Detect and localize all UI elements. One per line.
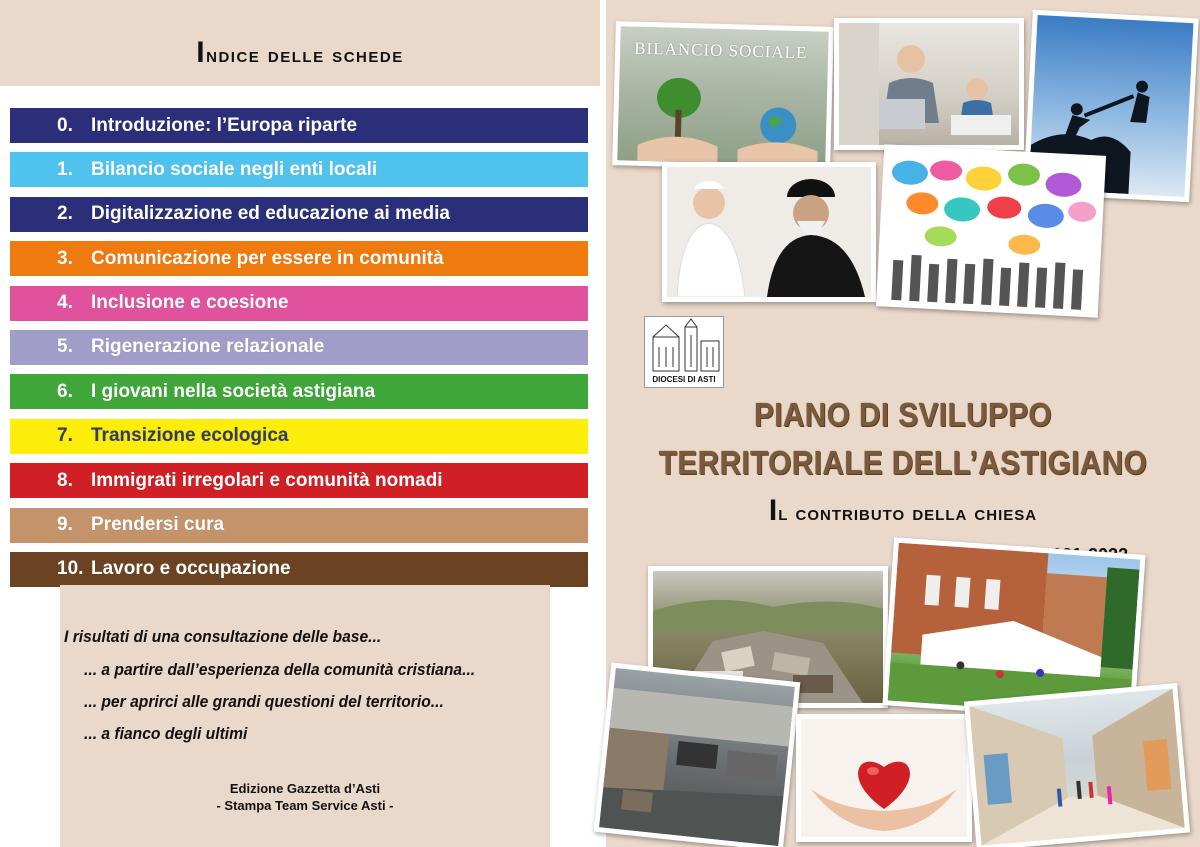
index-item-label: Rigenerazione relazionale [91,336,325,358]
photo-speech-bubbles [876,144,1106,317]
index-item [10,552,588,587]
photo-flood-street [594,663,801,847]
pope-meeting-illustration [667,167,871,297]
photo-heart-hands [796,714,972,842]
index-title: Indice delle schede [196,36,404,69]
index-item-label: Lavoro e occupazione [91,558,291,580]
index-item-number: 0. [57,114,73,136]
index-item-number: 7. [57,425,73,447]
edition-line-1: Edizione Gazzetta d’Asti [229,781,381,796]
index-item-label: Prendersi cura [91,514,225,536]
index-item-label: Inclusione e coesione [91,292,289,314]
index-list [10,108,588,596]
index-item [10,330,588,365]
index-item-number: 9. [57,514,73,536]
index-item-number: 10. [57,558,84,580]
index-item [10,197,588,232]
bilancio-sociale-caption: BILANCIO SOCIALE [633,38,808,63]
index-item [10,152,588,187]
quote-line-1: I risultati di una consultazione delle base... [64,627,382,646]
speech-bubbles-illustration [881,150,1101,313]
heart-hands-illustration [801,719,967,837]
index-item [10,508,588,543]
index-item-label: Bilancio sociale negli enti locali [91,158,378,180]
edition-line-2: - Stampa Team Service Asti - [216,798,394,813]
index-item-label: Immigrati irregolari e comunità nomadi [91,469,443,491]
index-item-number: 4. [57,292,73,314]
shopping-mall-illustration [969,688,1184,845]
quote-line-3: ... per aprirci alle grandi questioni del territorio... [84,692,444,711]
index-item-number: 6. [57,380,73,402]
subtitle: Il contributo della chiesa [768,494,1038,527]
index-item-number: 3. [57,247,73,269]
photo-bilancio-sociale [612,21,834,171]
index-item [10,108,588,143]
index-item-label: Digitalizzazione ed educazione ai media [91,203,450,225]
index-item-label: Comunicazione per essere in comunità [91,247,444,269]
index-item-number: 1. [57,158,73,180]
photo-grandpa-child [834,18,1024,150]
index-item [10,463,588,498]
photo-pope-meeting [662,162,876,302]
quote-line-4: ... a fianco degli ultimi [84,724,248,743]
index-item [10,241,588,276]
photo-shopping-mall [964,683,1190,847]
grandpa-child-illustration [839,23,1019,145]
diocesi-label: DIOCESI DI ASTI [652,375,716,384]
index-item-label: Introduzione: l’Europa riparte [91,114,358,136]
index-item-number: 2. [57,203,73,225]
index-item [10,374,588,409]
quote-line-2: ... a partire dall’esperienza della comunità cristiana... [84,660,476,679]
main-title-line-1: PIANO DI SVILUPPO [753,396,1053,433]
index-item-number: 8. [57,469,73,491]
index-item [10,419,588,454]
main-title-line-2: TERRITORIALE DELL’ASTIGIANO [658,444,1148,481]
index-item [10,286,588,321]
church-drawing [645,317,723,373]
index-item-label: Transizione ecologica [91,425,289,447]
index-item-number: 5. [57,336,73,358]
flood-street-illustration [599,668,795,846]
index-item-label: I giovani nella società astigiana [91,380,376,402]
